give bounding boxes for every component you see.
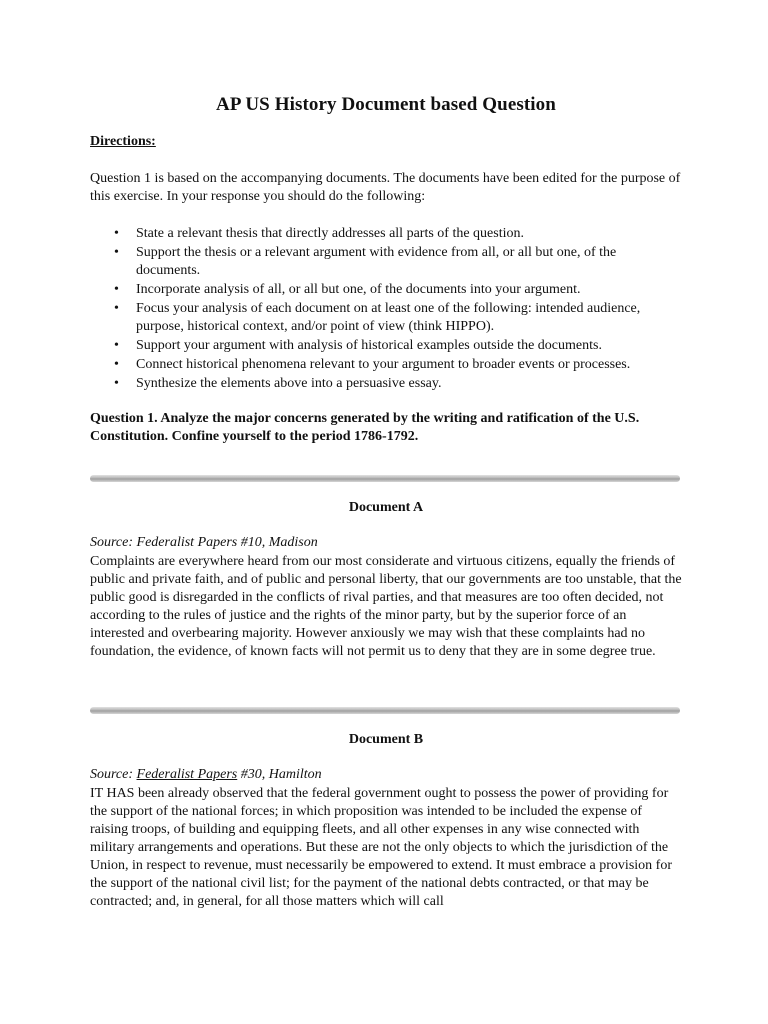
list-item-text: Support your argument with analysis of historical examples outside the documents.: [136, 338, 602, 353]
list-item: [90, 337, 682, 355]
document-b-source: [90, 767, 322, 783]
list-item-text: Connect historical phenomena relevant to your argument to broader events or processes.: [136, 357, 631, 372]
list-item: [90, 300, 682, 336]
list-item-text: State a relevant thesis that directly addresses all parts of the question.: [136, 226, 524, 241]
bullet-icon: •: [114, 245, 119, 260]
directions-label: Directions:: [90, 134, 156, 149]
list-item: [90, 225, 682, 243]
section-divider: [90, 475, 680, 482]
document-a-text: Complaints are everywhere heard from our most considerate and virtuous citizens, equally the friends of public and private faith, and of public and personal liberty, that our governments are too unstable, that the public good is disregarded in the conflicts of rival parties, and that measures are too often decided, not according to the rules of justice and the rights of the minor party, but by the superior force of an interested and overbearing majority. However anxiously we may wish that these complaints had no foundation, the evidence, of known facts will not permit us to deny that they are in some degree true.: [90, 554, 682, 659]
source-suffix: #30, Hamilton: [237, 767, 322, 782]
document-b-heading: Document B: [348, 732, 424, 747]
bullet-icon: •: [114, 376, 119, 391]
list-item: [90, 356, 682, 374]
document-b-text: IT HAS been already observed that the federal government ought to possess the power of providing for the support of the national forces; in which proposition was intended to be included the expense of raising troops, of building and equipping fleets, and all other expenses in any wise connected with military arrangements and operations. But these are not the only objects to which the jurisdiction of the Union, in respect to revenue, must necessarily be empowered to extend. It must embrace a provision for the support of the national civil list; for the payment of the national debts contracted, or that may be contracted; and, in general, for all those matters which will call: [90, 786, 672, 909]
page-title: AP US History Document based Question: [216, 94, 556, 115]
list-item-text: Synthesize the elements above into a persuasive essay.: [136, 376, 442, 391]
intro-paragraph: Question 1 is based on the accompanying documents. The documents have been edited for the purpose of this exercise. In your response you should do the following:: [90, 171, 681, 204]
bullet-icon: •: [114, 301, 119, 316]
document-a-source: Source: Federalist Papers #10, Madison: [90, 535, 318, 550]
source-title: Federalist Papers: [136, 767, 238, 782]
question-prompt: Question 1. Analyze the major concerns generated by the writing and ratification of the U.S. Constitution. Confine yourself to the period 1786-1792.: [90, 411, 640, 444]
bullet-icon: •: [114, 338, 119, 353]
list-item-text: Incorporate analysis of all, or all but one, of the documents into your argument.: [136, 282, 581, 297]
document-a-heading: Document A: [348, 500, 424, 515]
bullet-icon: •: [114, 226, 119, 241]
source-prefix: Source:: [90, 767, 137, 782]
bullet-icon: •: [114, 357, 119, 372]
instructions-list: [90, 225, 682, 394]
list-item: [90, 375, 682, 393]
list-item: [90, 281, 682, 299]
list-item-text: Support the thesis or a relevant argument with evidence from all, or all but one, of the documents.: [136, 245, 617, 278]
section-divider: [90, 707, 680, 714]
list-item: [90, 244, 682, 280]
bullet-icon: •: [114, 282, 119, 297]
list-item-text: Focus your analysis of each document on at least one of the following: intended audience, purpose, historical context, and/or point of view (think HIPPO).: [136, 301, 641, 334]
